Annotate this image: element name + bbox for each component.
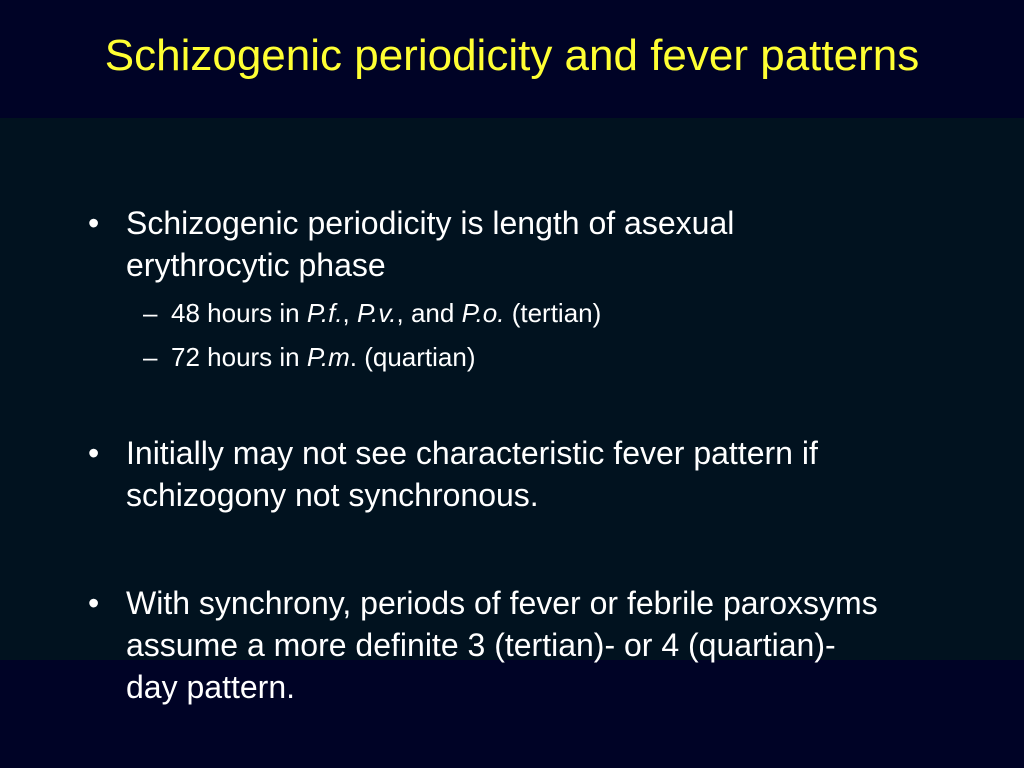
species-pm: P.m [306,342,350,372]
sub-bullet-text: 72 hours in [171,342,307,372]
species-pv: P.v. [357,298,397,328]
sub-bullet-marker: – [143,342,158,372]
bullet-text: Schizogenic periodicity is length of asexual erythrocytic phase [126,205,735,283]
bullet-text: Initially may not see characteristic fever pattern if schizogony not synchronous. [126,435,818,513]
species-po: P.o. [461,298,505,328]
bullet-text: With synchrony, periods of fever or febrile paroxsyms assume a more definite 3 (tertian)- or 4 (quartian)- day pattern. [126,585,878,705]
bullet-marker: • [88,435,100,471]
sub-bullet-tail: (tertian) [504,298,602,328]
bullet-marker: • [88,205,100,241]
separator: , [342,298,357,328]
sub-bullet-item-1 [143,296,601,330]
separator: , and [396,298,462,328]
species-pf: P.f. [306,298,343,328]
bullet-marker: • [88,585,100,621]
slide-title: Schizogenic periodicity and fever patterns [104,31,920,80]
sub-bullet-tail: . (quartian) [349,342,476,372]
sub-bullet-text: 48 hours in [171,298,307,328]
sub-bullet-marker: – [143,298,158,328]
sub-bullet-item-2 [143,340,475,374]
